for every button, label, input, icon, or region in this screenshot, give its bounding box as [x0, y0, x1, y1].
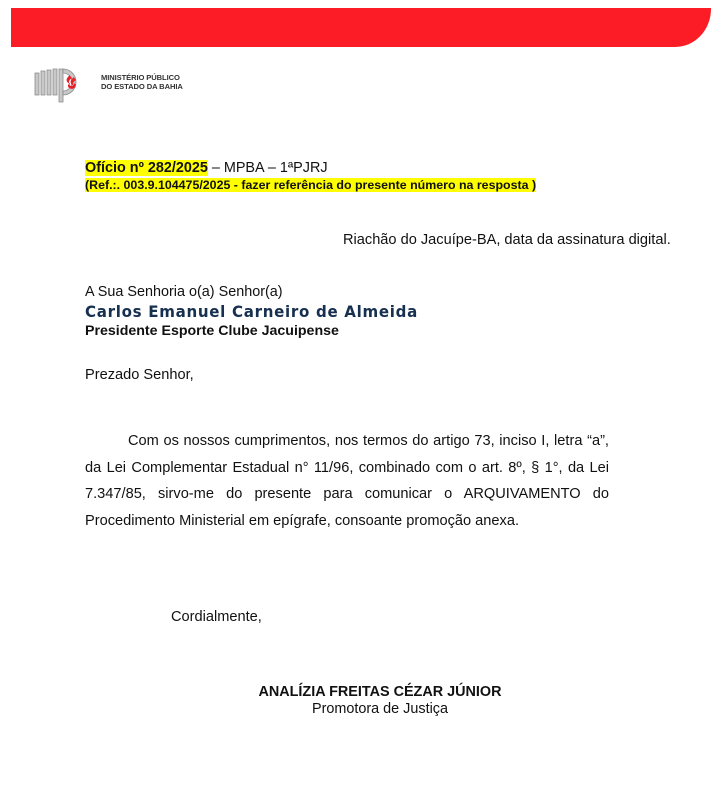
greeting: Prezado Senhor,	[85, 367, 194, 383]
signatory-name: ANALÍZIA FREITAS CÉZAR JÚNIOR	[258, 684, 502, 700]
logo-line-2: DO ESTADO DA BAHIA	[101, 82, 183, 91]
place-date: Riachão do Jacuípe-BA, data da assinatura digital.	[343, 232, 671, 248]
recipient-name: Carlos Emanuel Carneiro de Almeida	[85, 302, 418, 321]
mpba-logo	[33, 65, 213, 105]
oficio-number: Ofício nº 282/2025	[85, 160, 208, 176]
mp-logo-icon	[33, 65, 89, 103]
reference-line	[85, 178, 536, 192]
recipient-role: Presidente Esporte Clube Jacuipense	[85, 323, 339, 339]
signatory-role: Promotora de Justiça	[312, 701, 448, 717]
body-paragraph: Com os nossos cumprimentos, nos termos do artigo 73, inciso I, letra “a”, da Lei Complementar Estadual n° 11/96, combinado com o art. 8º, § 1°, da Lei 7.347/85, sirvo-me do presente para comunicar o ARQUIVAMENTO do Procedimento Ministerial em epígrafe, consoante promoção anexa.	[85, 433, 609, 529]
oficio-suffix: – MPBA – 1ªPJRJ	[207, 160, 328, 176]
header-red-banner	[11, 8, 711, 47]
closing: Cordialmente,	[171, 609, 262, 625]
logo-line-1: MINISTÉRIO PÚBLICO	[101, 73, 180, 82]
salutation: A Sua Senhoria o(a) Senhor(a)	[85, 284, 283, 300]
logo-text	[101, 73, 183, 91]
oficio-header	[85, 160, 328, 176]
reference-text: (Ref.:. 003.9.104475/2025 - fazer referência do presente número na resposta )	[85, 178, 537, 192]
signature-block	[230, 684, 530, 717]
